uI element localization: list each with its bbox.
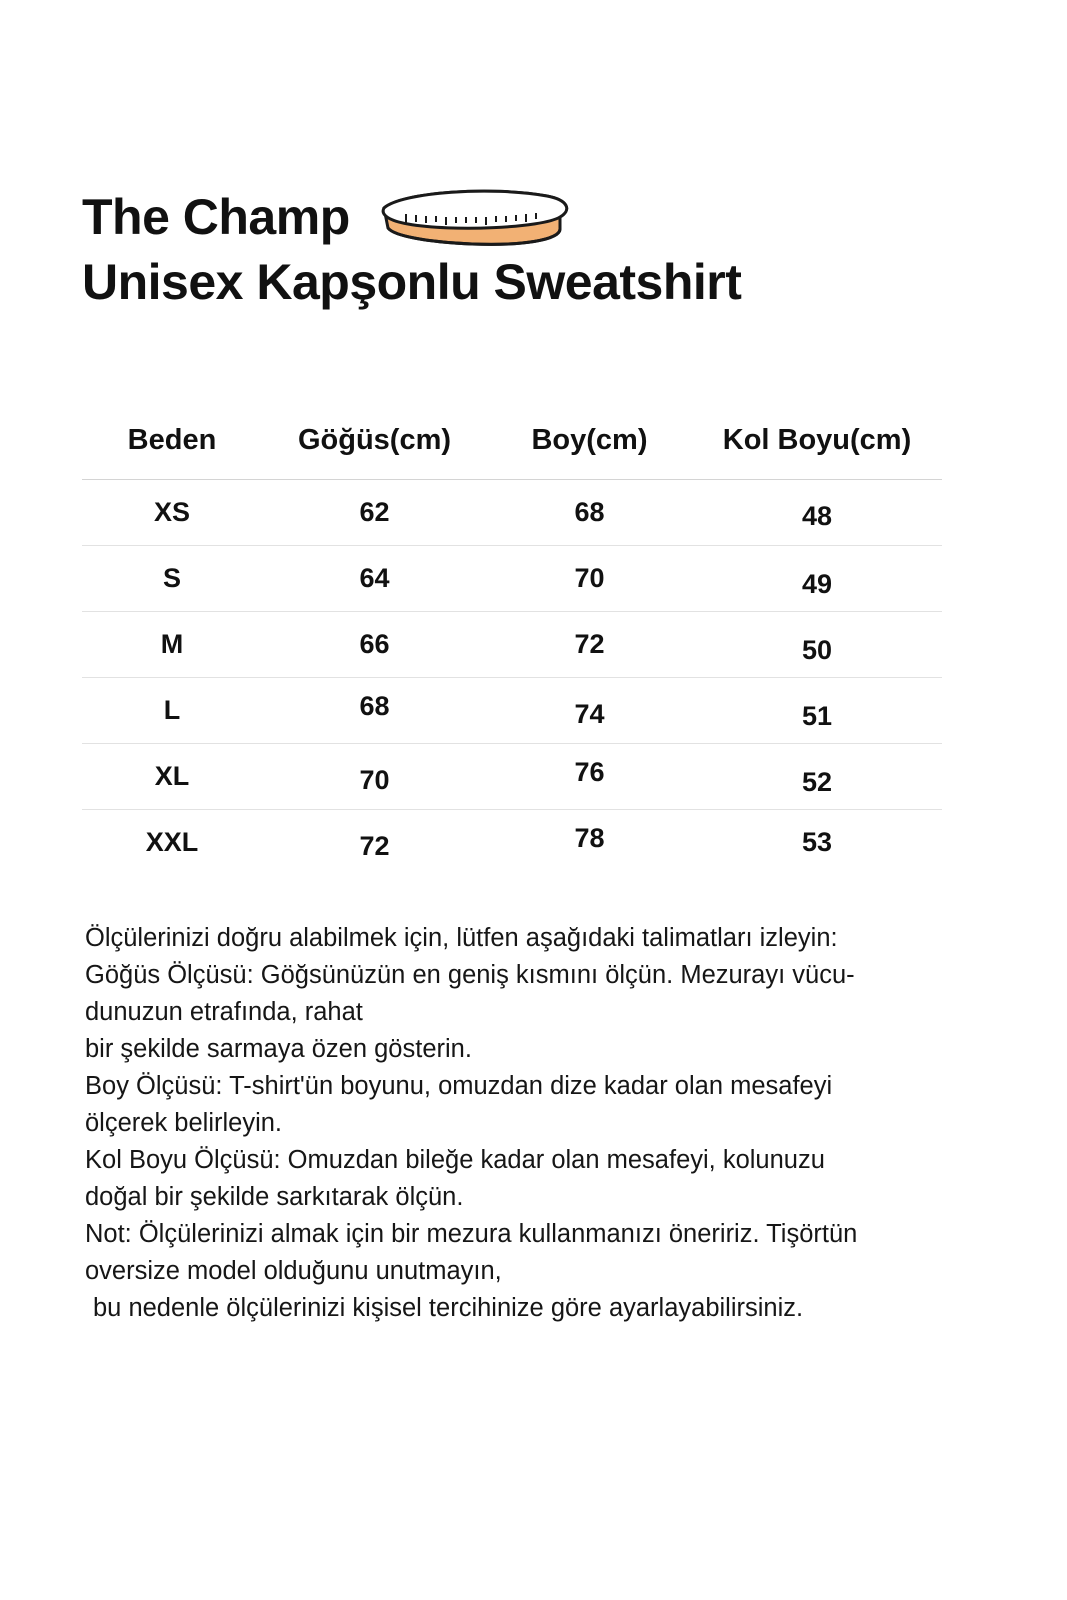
instruction-line: bu nedenle ölçülerinizi kişisel tercihinize göre ayarlayabilirsiniz.	[93, 1294, 804, 1322]
instruction-line: Boy Ölçüsü: T-shirt'ün boyunu, omuzdan dize kadar olan mesafeyi	[85, 1072, 833, 1100]
cell-length: 78	[574, 823, 605, 853]
instruction-line: Göğüs Ölçüsü: Göğsünüzün en geniş kısmını ölçün. Mezurayı vücu-	[85, 961, 855, 989]
table-row	[82, 480, 942, 546]
table-header-row	[82, 408, 942, 480]
instruction-line: Ölçülerinizi doğru alabilmek için, lütfen aşağıdaki talimatları izleyin:	[85, 924, 838, 952]
cell-chest: 62	[359, 497, 390, 527]
cell-size: S	[162, 563, 181, 593]
cell-sleeve: 48	[801, 501, 833, 531]
instruction-line: bir şekilde sarmaya özen gösterin.	[85, 1035, 472, 1063]
cell-chest: 70	[359, 765, 390, 795]
instruction-line: oversize model olduğunu unutmayın,	[85, 1257, 502, 1285]
table-row	[82, 744, 942, 810]
instruction-line: Kol Boyu Ölçüsü: Omuzdan bileğe kadar olan mesafeyi, kolunuzu	[85, 1146, 825, 1174]
size-table-head	[82, 408, 942, 480]
table-row	[82, 612, 942, 678]
cell-length: 72	[574, 629, 605, 659]
column-header-gogus: Göğüs(cm)	[297, 424, 452, 456]
cell-length: 68	[574, 497, 605, 527]
cell-sleeve: 51	[801, 701, 833, 731]
instruction-line: dunuzun etrafında, rahat	[85, 998, 363, 1026]
cell-size: L	[163, 695, 181, 725]
cell-sleeve: 52	[801, 767, 833, 797]
title-first-line	[82, 186, 982, 248]
column-header-beden: Beden	[127, 424, 217, 456]
cell-size: XS	[153, 497, 191, 527]
size-table-body	[82, 480, 942, 876]
cell-length: 74	[574, 699, 605, 729]
table-row	[82, 546, 942, 612]
product-name-title: Unisex Kapşonlu Sweatshirt	[82, 254, 742, 310]
cell-sleeve: 50	[801, 635, 833, 665]
cell-length: 70	[574, 563, 605, 593]
column-header-kol-boyu: Kol Boyu(cm)	[722, 424, 912, 456]
title-block	[82, 186, 982, 309]
cell-sleeve: 49	[801, 569, 833, 599]
table-row	[82, 678, 942, 744]
instruction-line: Not: Ölçülerinizi almak için bir mezura kullanmanızı öneririz. Tişörtün	[85, 1220, 858, 1248]
instruction-line: ölçerek belirleyin.	[85, 1109, 283, 1137]
cell-chest: 66	[359, 629, 390, 659]
measuring-tape-icon	[372, 184, 577, 255]
instruction-line: doğal bir şekilde sarkıtarak ölçün.	[85, 1183, 464, 1211]
cell-size: XXL	[145, 827, 199, 857]
product-brand-title: The Champ	[82, 188, 350, 245]
cell-chest: 68	[359, 691, 390, 721]
cell-length: 76	[574, 757, 605, 787]
cell-sleeve: 53	[801, 827, 833, 857]
size-table	[82, 408, 942, 875]
table-row	[82, 810, 942, 876]
size-table-wrapper	[82, 408, 942, 875]
cell-size: XL	[154, 761, 190, 791]
cell-chest: 72	[359, 831, 390, 861]
cell-size: M	[160, 629, 184, 659]
measurement-instructions	[85, 920, 975, 1327]
column-header-boy: Boy(cm)	[531, 424, 648, 456]
cell-chest: 64	[359, 563, 390, 593]
